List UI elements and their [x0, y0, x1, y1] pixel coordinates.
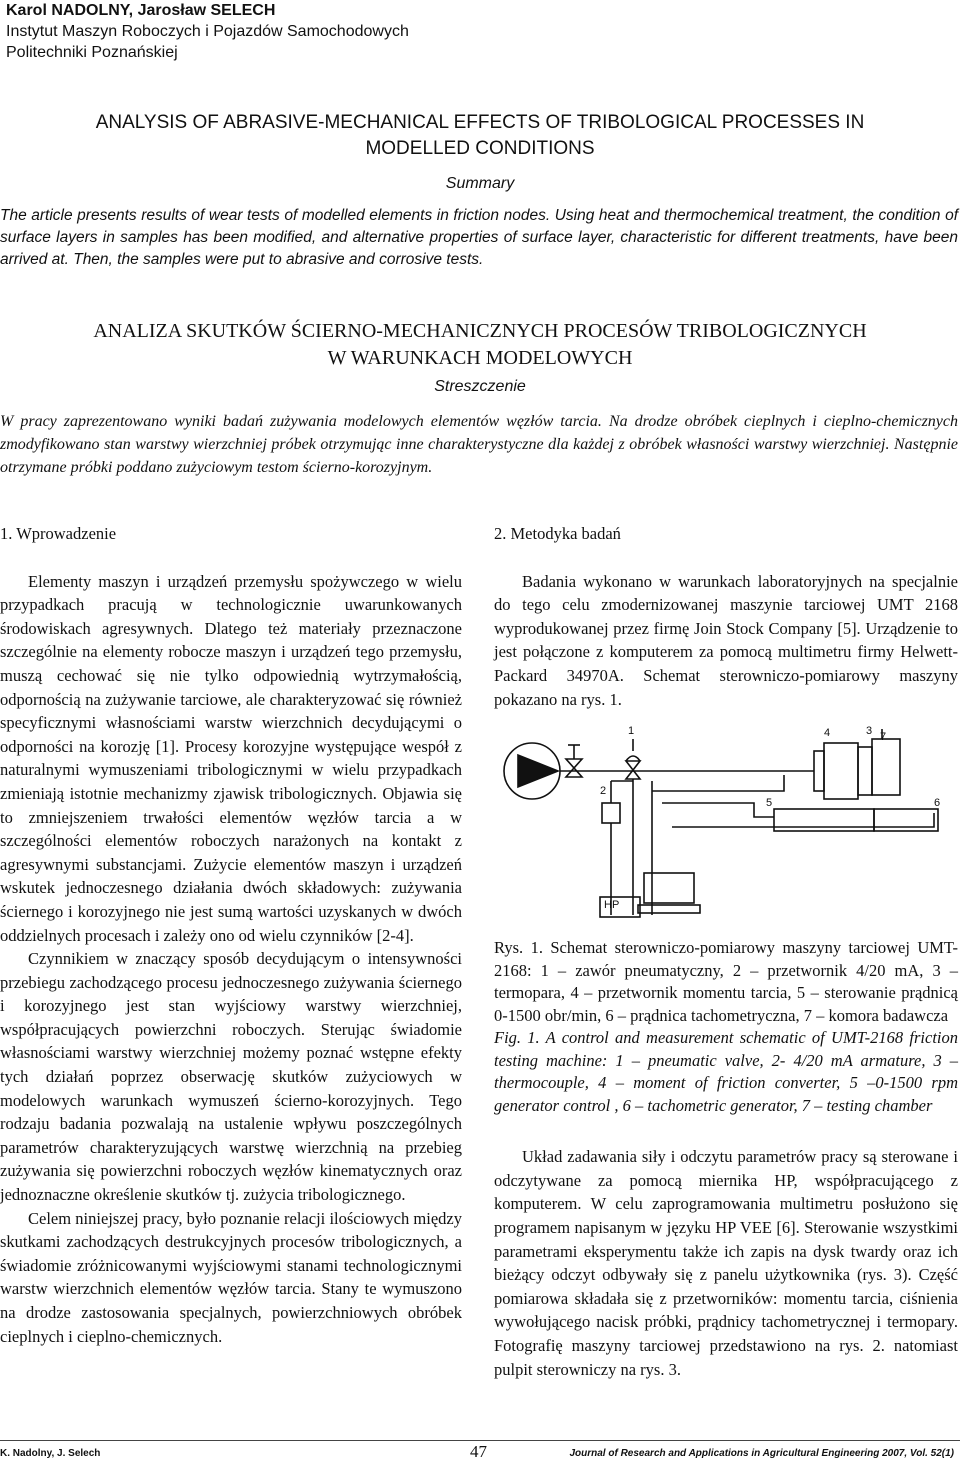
footer-authors: K. Nadolny, J. Selech [0, 1448, 101, 1459]
figure-1-caption-polish: Rys. 1. Schemat sterowniczo-pomiarowy maszyny tarciowej UMT-2168: 1 – zawór pneumatyczny, 2 – przetwornik 4/20 mA, 3 – termopara, 4 – przetwornik momentu tarcia, 5 – sterowanie prądnicą 0-1500 obr/min, 6 – prądnica tachometryczna, 7 – komora badawcza [494, 938, 958, 1025]
title-polish-line-2: W WARUNKACH MODELOWYCH [327, 347, 633, 369]
pneumatic-valve-symbol [626, 761, 640, 779]
section-2-heading: 2. Metodyka badań [494, 524, 621, 543]
section-1-heading: 1. Wprowadzenie [0, 524, 117, 543]
section-2-paragraph-2: Układ zadawania siły i odczytu parametrów pracy są sterowane i odczytywane za pomocą miernika HP, współpracującego z komputerem. W celu zaprogramowania multimetru posłużono się programem napisanym w języku HP VEE [6]. Sterowanie wszystkimi parametrami eksperymentu także ich zapis na dysk twardy oraz ich bieżący odczyt odbywały się z panelu użytkownika (rys. 3). Część pomiarowa składała się z przetworników: momentu tarcia, ciśnienia wywołującego nacisk próbki, prądnicy tachometrycznej i termopary. Fotografię maszyny tarciowej przedstawiono na rys. 2. natomiast pulpit sterowniczy na rys. 3. [494, 1147, 958, 1379]
section-1-paragraph-3: Celem niniejszej pracy, było poznanie relacji ilościowych między skutkami zachodzących destrukcyjnych procesów tribologicznych, a świadomie zróżnicowanymi wyjściowymi stanami technologicznymi warstw wierzchnich elementów węzłów tarcia. Stany te wymuszono na drodze zastosowania specjalnych, powierzchniowych obróbek cieplnych i cieplno-chemicznych. [0, 1208, 462, 1346]
schematic-diagram [494, 725, 958, 925]
authors: Karol NADOLNY, Jarosław SELECH [6, 2, 276, 19]
footer-rule [0, 1440, 960, 1441]
title-polish [0, 318, 960, 372]
fig-label-6: 6 [934, 797, 941, 810]
fig-label-4: 4 [824, 727, 831, 740]
institute-line-2: Politechniki Poznańskiej [6, 44, 178, 61]
fig-label-7: 7 [880, 731, 887, 744]
section-1-paragraph-2: Czynnikiem w znaczący sposób decydującym o intensywności przebiegu zachodzącego procesu jednoczesnego zużywania ściernego i korozyjnego jest stan wyjściowy warstwy wierzchniej, współpracujących powierzchni roboczych. Sterując świadomie własnościami warstwy wierzchniej możemy poznać wstępne efekty tych działań poprzez obserwację skutków zużyciowych w modelowych warunkach wymuszeń ścierno-korozyjnych. Tego rodzaju badania pozwalają na ustalenie wpływu poszczególnych parametrów charakteryzujących warstwę wierzchnią na przebieg zużywania się powierzchni roboczych węzłów kinematycznych oraz jednoznaczne określenie skutków tj. zużycia tribologicznego. [0, 949, 462, 1205]
abstract-polish: W pracy zaprezentowano wyniki badań zużywania modelowych elementów węzłów tarcia. Na drodze obróbek cieplnych i cieplno-chemicznych zmodyfikowano stan warstwy wierzchniej próbek otrzymując inne charakterystyczne dla każdej z obróbek własności warstwy wierzchniej. Następnie otrzymane próbki poddano zużyciowym testom ścierno-korozyjnym. [0, 413, 958, 476]
abstract-english: The article presents results of wear tests of modelled elements in friction nodes. Using heat and thermochemical treatment, the condition of surface layers in samples has been modified, and alternative properties of surface layer, characteristic for different treatments, have been arrived at. Then, the samples were put to abrasive and corrosive tests. [0, 207, 958, 268]
summary-heading-english: Summary [445, 175, 515, 192]
computer-keyboard [638, 905, 700, 913]
friction-moment-converter [824, 743, 858, 799]
manual-valve-symbol [566, 759, 582, 777]
left-column [0, 522, 462, 1348]
page-number: 47 [470, 1442, 487, 1461]
title-polish-line-1: ANALIZA SKUTKÓW ŚCIERNO-MECHANICZNYCH PROCESÓW TRIBOLOGICZNYCH [93, 320, 867, 342]
title-english-line-1: ANALYSIS OF ABRASIVE-MECHANICAL EFFECTS OF TRIBOLOGICAL PROCESSES IN [95, 112, 865, 133]
fig-label-hp: HP [604, 899, 620, 912]
testing-chamber [872, 739, 900, 795]
fig-label-1: 1 [628, 725, 635, 738]
section-1-paragraph-1: Elementy maszyn i urządzeń przemysłu spożywczego w wielu przypadkach pracują w technologicznie uwarunkowanych środowiskach agresywnych. Dlatego też materiały przeznaczone szczególnie na elementy robocze maszyn i urządzeń tego przemysłu, muszą cechować się nie tylko odpowiednią wytrzymałością, odpornością na zużywanie tarciowe, ale charakteryzować się również specyficznymi własnościami warstw wierzchnich decydującymi o odporności na korozję [1]. Procesy korozyjne występujące wespół z naturalnymi wymuszeniami tribologicznymi w wielu przypadkach zmieniają istotnie mechanizmy zjawisk tribologicznych. Objawia się to zmniejszeniem trwałości elementów węzłów tarcia a w szczególności elementów roboczych narażonych na kontakt z agresywnymi substancjami. Zużycie elementów maszyn i urządzeń wskutek jednoczesnego działania dwóch składowych: zużywania ściernego i korozyjnego nie jest sumą wartości uzyskanych w dwóch oddzielnych procesach i zależy ono od wielu czynników [2-4]. [0, 571, 462, 945]
institute-line-1: Instytut Maszyn Roboczych i Pojazdów Samochodowych [6, 23, 409, 40]
fig-label-5: 5 [766, 797, 773, 810]
title-english [0, 110, 960, 162]
title-english-line-2: MODELLED CONDITIONS [365, 138, 595, 159]
section-2-paragraph-1: Badania wykonano w warunkach laboratoryjnych na specjalnie do tego celu zmodernizowanej maszynie tarciowej UMT 2168 wyprodukowanej przez firmę Join Stock Company [5]. Urządzenie to jest połączone z komputerem za pomocą multimetru firmy Helwett-Packard 34970A. Schemat sterowniczo-pomiarowy maszyny pokazano na rys. 1. [494, 571, 958, 709]
fig-label-3: 3 [866, 725, 873, 738]
transducer-box [602, 803, 620, 823]
fig-label-2: 2 [600, 785, 607, 798]
figure-1-schematic [494, 725, 958, 925]
figure-1-caption-english: Fig. 1. A control and measurement schematic of UMT-2168 friction testing machine: 1 – pneumatic valve, 2- 4/20 mA armature, 3 – thermocouple, 4 – moment of friction converter, 5 –0-1500 rpm generator control , 6 – tachometric generator, 7 – testing chamber [494, 1028, 958, 1115]
footer-journal: Journal of Research and Applications in Agricultural Engineering 2007, Vol. 52(1) [569, 1448, 954, 1459]
right-column [494, 522, 958, 1381]
summary-heading-polish: Streszczenie [434, 378, 526, 395]
page-header [6, 0, 946, 63]
pump-arrow [518, 755, 558, 787]
